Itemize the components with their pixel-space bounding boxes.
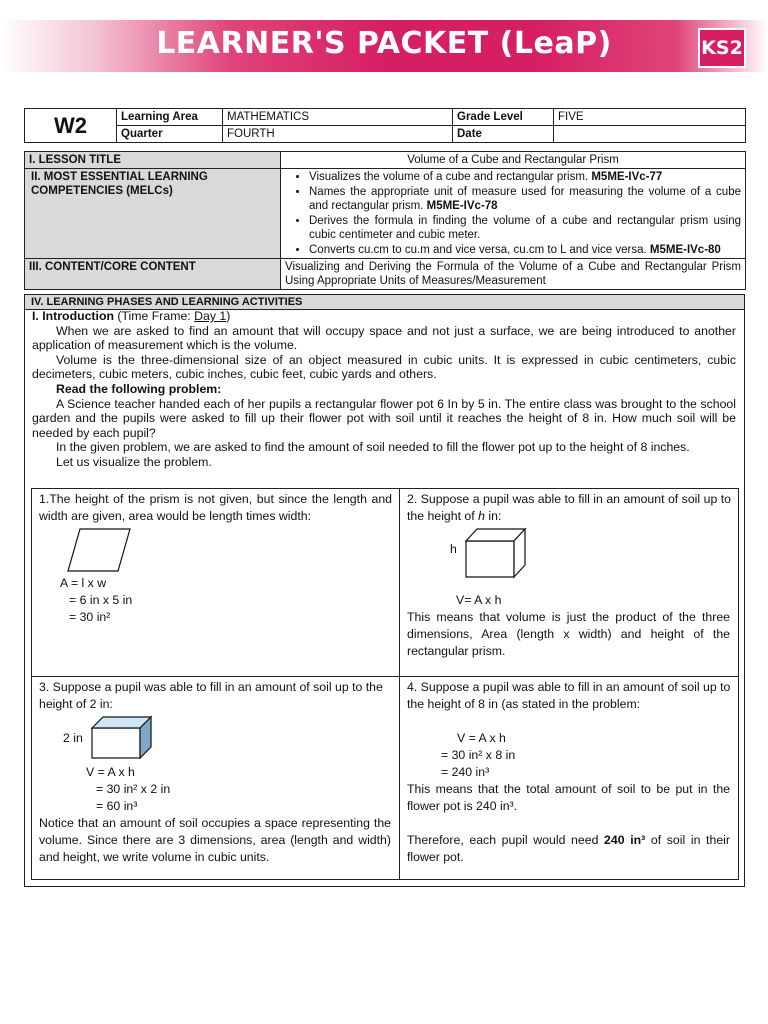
area-substitution: = 6 in x 5 in [69, 593, 133, 607]
melc-label-text: II. MOST ESSENTIAL LEARNING COMPETENCIES (MELCs) [31, 171, 208, 197]
grade-level-label: Grade Level [453, 109, 554, 126]
parallelogram-shape [68, 529, 130, 571]
intro-paragraph: When we are asked to find an amount that will occupy space and not just a surface, we are being introduced to another application of measurement which is the volume. [32, 323, 736, 353]
content-value: Visualizing and Deriving the Formula of the Volume of a Cube and Rectangular Prism Using Appropriate Units of Measures/Measurement [281, 259, 746, 290]
step-4-cell [400, 677, 738, 879]
given-text: In the given problem, we are asked to find the amount of soil needed to fill the flower pot up to the height of 8 inches. [56, 440, 690, 455]
lesson-info-table [24, 108, 746, 290]
melc-item: • Visualizes the volume of a cube and rectangular prism. M5ME-IVc-77 [309, 170, 741, 185]
melc-item: • Converts cu.cm to cu.m and vice versa, cu.cm to L and vice versa. M5ME-IVc-80 [309, 243, 741, 258]
quarter-value: FOURTH [223, 126, 453, 143]
step-1-text: 1.The height of the prism is not given, but since the length and width are given, area would be length times width: [39, 492, 392, 523]
page-title: LEARNER'S PACKET (LeaP) [156, 26, 612, 61]
learning-phases-section [24, 294, 745, 887]
melc-label [25, 169, 281, 259]
content-label: III. CONTENT/CORE CONTENT [25, 259, 281, 290]
volume-formula: V = A x h [457, 731, 506, 745]
volume-substitution: = 30 in² x 2 in [96, 782, 171, 796]
problem-text: A Science teacher handed each of her pupils a rectangular flower pot 6 In by 5 in. The entire class was brought to the school garden and the pupils were asked to fill up their flower pot with soil until it reaches the height of 8 in. How much soil will be needed by each pupil? [32, 396, 736, 440]
volume-substitution: = 30 in² x 8 in [441, 748, 516, 762]
step-4-total: This means that the total amount of soil to be put in the flower pot is 240 in³. [407, 782, 730, 813]
volume-formula: V= A x h [456, 593, 502, 607]
melc-list [285, 170, 741, 257]
area-result: = 30 in² [69, 610, 111, 624]
melc-list-cell [281, 169, 746, 259]
phases-header: IV. LEARNING PHASES AND LEARNING ACTIVITIES [25, 295, 744, 310]
short-prism-figure [90, 715, 152, 761]
step-2-explanation: This means that volume is just the product of the three dimensions, Area (length x width) and height of the rectangular prism. [407, 610, 730, 658]
step-3-text: 3. Suppose a pupil was able to fill in an amount of soil up to the height of 2 in: [39, 680, 383, 711]
intro-paragraph: Volume is the three-dimensional size of an object measured in cubic units. It is expressed in cubic centimeters, cubic decimeters, cubic meters, cubic inches, cubic feet, cubic yards and others. [32, 352, 736, 382]
header-banner [0, 20, 768, 72]
step-3-cell [32, 677, 400, 879]
parallelogram-figure [66, 527, 132, 573]
learning-area-label: Learning Area [117, 109, 223, 126]
step-2-text: 2. Suppose a pupil was able to fill in an amount of soil up to the height of h in: [407, 492, 731, 523]
date-value[interactable] [554, 126, 746, 143]
introduction [32, 309, 736, 470]
intro-heading: I. Introduction (Time Frame: Day 1) [32, 309, 231, 323]
volume-formula: V = A x h [86, 765, 135, 779]
read-problem-label: Read the following problem: [56, 381, 222, 396]
lesson-title-label: I. LESSON TITLE [25, 152, 281, 169]
learning-area-value: MATHEMATICS [223, 109, 453, 126]
lesson-title-value: Volume of a Cube and Rectangular Prism [281, 152, 746, 169]
height-2in-label: 2 in [63, 731, 83, 745]
tall-prism-figure [464, 527, 528, 579]
volume-result: = 240 in³ [441, 765, 490, 779]
volume-result: = 60 in³ [96, 799, 138, 813]
ks2-badge: KS2 [698, 28, 746, 68]
melc-item: • Names the appropriate unit of measure used for measuring the volume of a cube and rectangular prism. M5ME-IVc-78 [309, 185, 741, 214]
height-h-label: h [450, 542, 457, 556]
step-3-notice: Notice that an amount of soil occupies a space representing the volume. Since there are 3 dimensions, area (length and width) and height, we write volume in cubic units. [39, 816, 391, 864]
step-1-cell [32, 489, 400, 677]
step-4-conclusion: Therefore, each pupil would need 240 in³ of soil in their flower pot. [407, 833, 730, 864]
week-label: W2 [25, 109, 117, 143]
melc-item: • Derives the formula in finding the volume of a cube and rectangular prism using cubic centimeter and cubic meter. [309, 214, 741, 243]
visualization-grid [31, 488, 739, 880]
date-label: Date [453, 126, 554, 143]
step-2-cell [400, 489, 738, 677]
area-formula: A = l x w [60, 576, 107, 590]
grade-level-value: FIVE [554, 109, 746, 126]
time-frame-day: Day 1 [194, 309, 227, 323]
step-4-text: 4. Suppose a pupil was able to fill in an amount of soil up to the height of 8 in (as stated in the problem: [407, 680, 731, 711]
visualize-text: Let us visualize the problem. [56, 454, 212, 469]
quarter-label: Quarter [117, 126, 223, 143]
